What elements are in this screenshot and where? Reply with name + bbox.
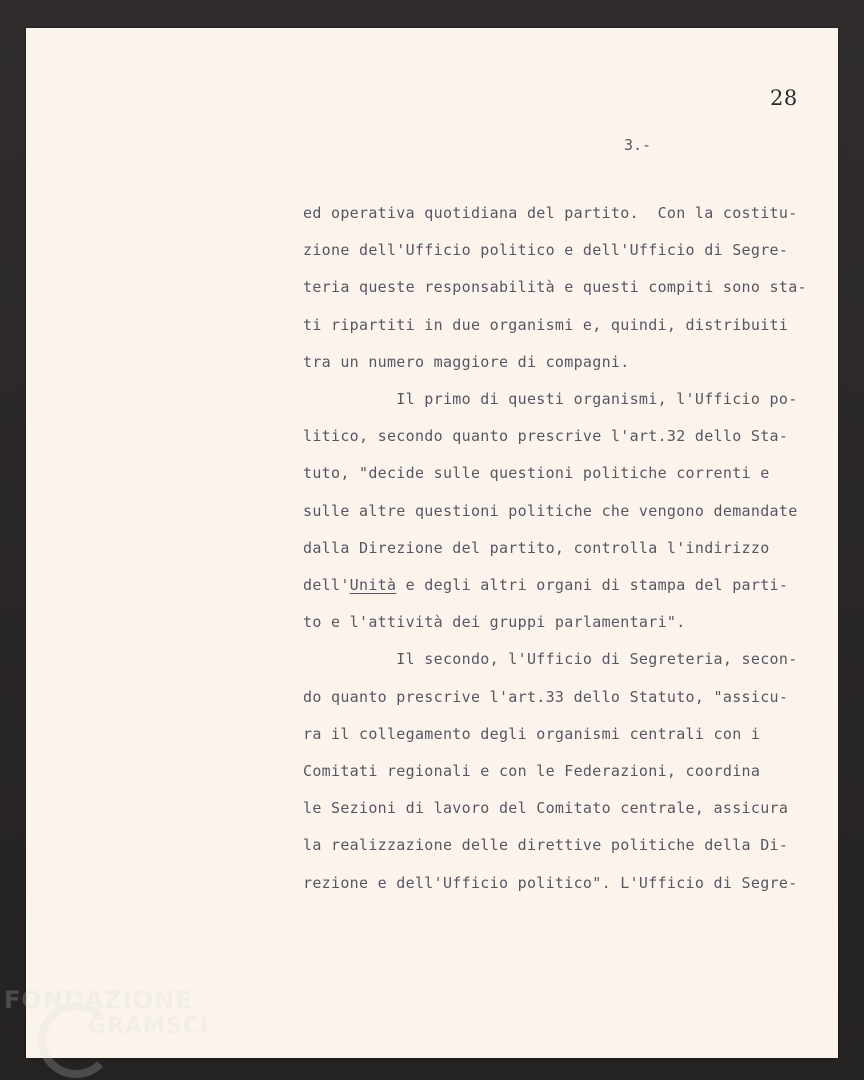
text-segment: do quanto prescrive l'art.33 dello Statuto, "assicu-	[303, 688, 789, 706]
underlined-title: Unità	[349, 576, 397, 594]
text-segment: zione dell'Ufficio politico e dell'Ufficio di Segre-	[303, 241, 789, 259]
text-segment: ti ripartiti in due organismi e, quindi, distribuiti	[303, 316, 789, 334]
text-line	[303, 836, 788, 854]
text-line	[303, 688, 788, 706]
text-segment: le Sezioni di lavoro del Comitato centrale, assicura	[303, 799, 789, 817]
text-line	[303, 539, 770, 557]
text-segment: tra un numero maggiore di compagni.	[303, 353, 630, 371]
text-segment: tuto, "decide sulle questioni politiche correnti e	[303, 464, 770, 482]
text-line	[303, 278, 807, 296]
text-line	[303, 464, 770, 482]
text-line	[303, 427, 788, 445]
text-segment: ed operativa quotidiana del partito. Con la costitu-	[303, 204, 798, 222]
text-segment: ra il collegamento degli organismi centrali con i	[303, 725, 761, 743]
text-segment: Il primo di questi organismi, l'Ufficio po-	[303, 390, 798, 408]
text-line	[303, 762, 760, 780]
archive-watermark	[4, 980, 224, 1080]
text-segment: dell'	[303, 576, 350, 594]
text-line	[303, 576, 788, 594]
text-line	[303, 799, 788, 817]
text-segment: Il secondo, l'Ufficio di Segreteria, secon-	[303, 650, 798, 668]
watermark-line2: GRAMSCI	[88, 1014, 210, 1039]
text-line	[303, 316, 788, 334]
text-segment: to e l'attività dei gruppi parlamentari".	[303, 613, 686, 631]
text-segment: dalla Direzione del partito, controlla l'indirizzo	[303, 539, 770, 557]
text-segment: e degli altri organi di stampa del parti-	[396, 576, 789, 594]
text-segment: teria queste responsabilità e questi compiti sono sta-	[303, 278, 807, 296]
text-line	[303, 874, 798, 892]
text-line	[303, 390, 798, 408]
text-segment: Comitati regionali e con le Federazioni, coordina	[303, 762, 761, 780]
text-line	[303, 502, 798, 520]
text-line	[303, 204, 798, 222]
page-number: 28	[770, 86, 798, 110]
text-segment: la realizzazione delle direttive politiche della Di-	[303, 836, 789, 854]
watermark-line1: FONDAZIONE	[4, 986, 193, 1014]
text-segment: rezione e dell'Ufficio politico". L'Ufficio di Segre-	[303, 874, 798, 892]
section-marker: 3.-	[624, 136, 652, 154]
text-line	[303, 650, 798, 668]
text-segment: sulle altre questioni politiche che vengono demandate	[303, 502, 798, 520]
text-line	[303, 353, 630, 371]
text-line	[303, 241, 788, 259]
text-segment: litico, secondo quanto prescrive l'art.32 dello Sta-	[303, 427, 789, 445]
text-line	[303, 613, 686, 631]
text-line	[303, 725, 760, 743]
